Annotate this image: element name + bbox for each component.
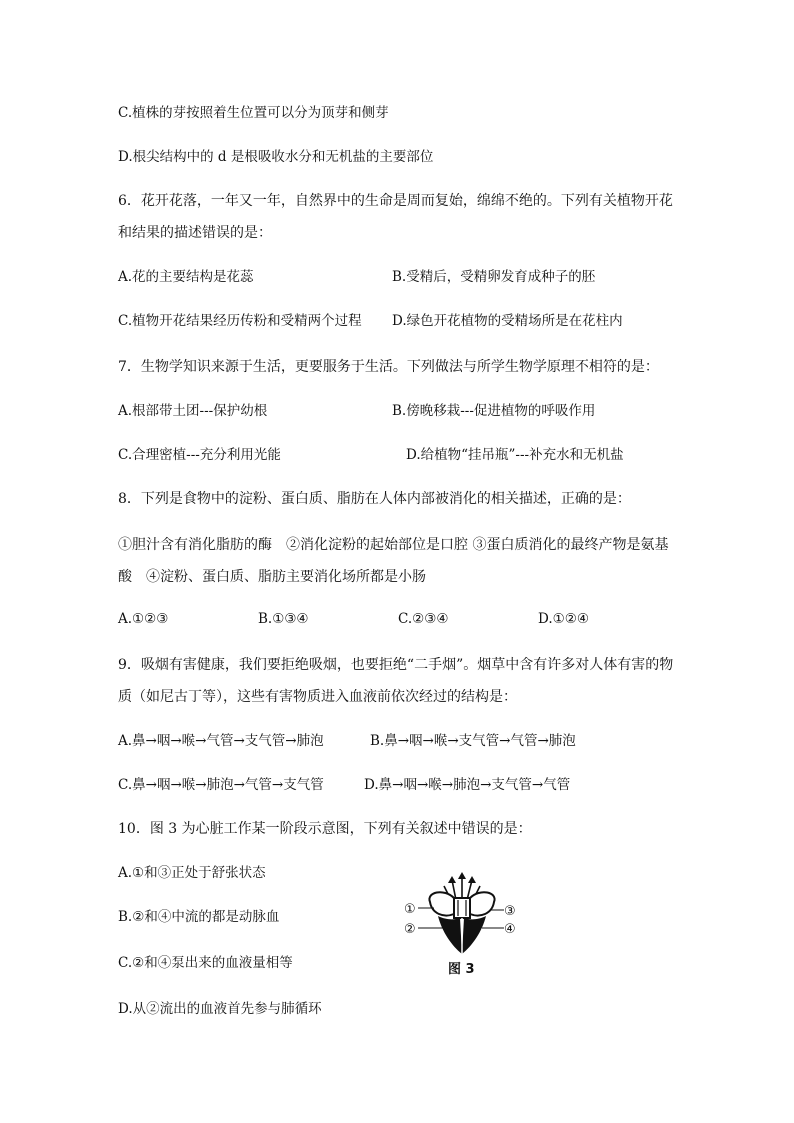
q9-stem-line2: 质（如尼古丁等），这些有害物质进入血液前依次经过的结构是：: [118, 689, 517, 705]
q10-option-b: B.②和④中流的都是动脉血: [118, 909, 280, 925]
heart-diagram: [404, 872, 520, 962]
q7-option-d: D.给植物“挂吊瓶”---补充水和无机盐: [406, 447, 624, 463]
label-4: ④: [504, 922, 516, 937]
q6-option-a: A.花的主要结构是花蕊: [118, 269, 254, 285]
q7-stem: 7．生物学知识来源于生活，更要服务于生活。下列做法与所学生物学原理不相符的是：: [118, 359, 659, 375]
q8-items-line2: 酸 ④淀粉、蛋白质、脂肪主要消化场所都是小肠: [118, 569, 426, 585]
q6-option-c: C.植物开花结果经历传粉和受精两个过程: [118, 313, 362, 329]
q5-option-d: D.根尖结构中的 d 是根吸收水分和无机盐的主要部位: [118, 149, 434, 165]
label-1: ①: [404, 902, 416, 917]
q8-stem: 8．下列是食物中的淀粉、蛋白质、脂肪在人体内部被消化的相关描述，正确的是：: [118, 491, 631, 507]
q9-option-d: D.鼻→咽→喉→肺泡→支气管→气管: [364, 777, 571, 793]
q10-option-a: A.①和③正处于舒张状态: [118, 865, 266, 881]
q10-option-c: C.②和④泵出来的血液量相等: [118, 955, 293, 971]
q6-option-b: B.受精后，受精卵发育成种子的胚: [392, 269, 596, 285]
figure-caption: 图 3: [448, 962, 475, 977]
q9-stem-line1: 9．吸烟有害健康，我们要拒绝吸烟，也要拒绝“二手烟”。烟草中含有许多对人体有害的物: [118, 657, 674, 673]
q9-option-c: C.鼻→咽→喉→肺泡→气管→支气管: [118, 777, 324, 793]
q10-stem: 10．图 3 为心脏工作某一阶段示意图，下列有关叙述中错误的是：: [118, 821, 532, 837]
q8-option-a: A.①②③: [118, 611, 169, 627]
q9-option-b: B.鼻→咽→喉→支气管→气管→肺泡: [370, 733, 576, 749]
q8-option-b: B.①③④: [258, 611, 309, 627]
q7-option-a: A.根部带土团---保护幼根: [118, 403, 268, 419]
label-2: ②: [404, 922, 416, 937]
q6-option-d: D.绿色开花植物的受精场所是在花柱内: [392, 313, 623, 329]
q7-option-b: B.傍晚移栽---促进植物的呼吸作用: [392, 403, 596, 419]
q8-option-d: D.①②④: [538, 611, 589, 627]
q7-option-c: C.合理密植---充分利用光能: [118, 447, 281, 463]
q6-stem-line2: 和结果的描述错误的是：: [118, 225, 272, 241]
q9-option-a: A.鼻→咽→喉→气管→支气管→肺泡: [118, 733, 324, 749]
q8-option-c: C.②③④: [398, 611, 449, 627]
q6-stem-line1: 6．花开花落，一年又一年，自然界中的生命是周而复始，绵绵不绝的。下列有关植物开花: [118, 193, 673, 209]
label-3: ③: [504, 904, 516, 919]
q5-option-c: C.植株的芽按照着生位置可以分为顶芽和侧芽: [118, 105, 389, 121]
q10-option-d: D.从②流出的血液首先参与肺循环: [118, 1001, 322, 1017]
q8-items-line1: ①胆汁含有消化脂肪的酶 ②消化淀粉的起始部位是口腔 ③蛋白质消化的最终产物是氨基: [118, 537, 669, 553]
